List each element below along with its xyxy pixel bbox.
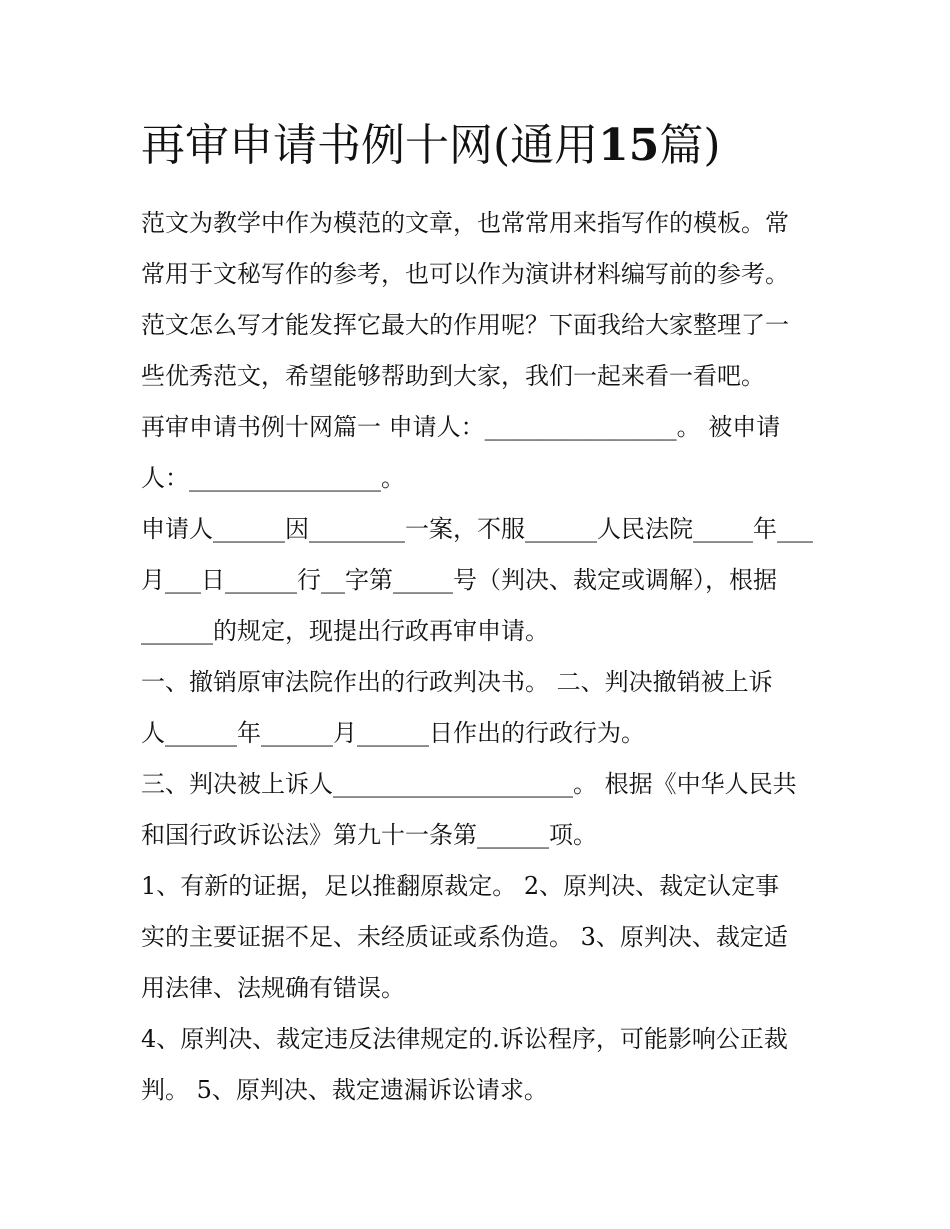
text-line: 月___日______行__字第_____号（判决、裁定或调解），根据 bbox=[141, 566, 777, 594]
title-number: 15 bbox=[598, 120, 660, 171]
text-line: 和国行政诉讼法》第九十一条第______项。 bbox=[141, 821, 597, 849]
text-line: 一、撤销原审法院作出的行政判决书。 二、判决撤销被上诉 bbox=[141, 668, 773, 696]
text-line: 三、判决被上诉人____________________。 根据《中华人民共 bbox=[141, 770, 797, 798]
text-line: 4、原判决、裁定违反法律规定的.诉讼程序，可能影响公正裁 bbox=[141, 1025, 788, 1053]
title-text-1: 再审申请书例十网(通用 bbox=[141, 120, 599, 171]
text-line: 申请人______因________一案，不服______人民法院_____年___ bbox=[141, 515, 813, 543]
text-line: 人______年______月______日作出的行政行为。 bbox=[141, 719, 645, 747]
text-line: 判。 5、原判决、裁定遗漏诉讼请求。 bbox=[141, 1076, 548, 1104]
text-line: 些优秀范文，希望能够帮助到大家，我们一起来看一看吧。 bbox=[141, 362, 765, 390]
title-text-2: 篇) bbox=[659, 120, 721, 171]
text-line: 范文为教学中作为模范的文章，也常常用来指写作的模板。常 bbox=[141, 209, 789, 237]
text-line: 人：________________。 bbox=[141, 464, 405, 492]
text-line: 实的主要证据不足、未经质证或系伪造。 3、原判决、裁定适 bbox=[141, 923, 788, 951]
text-line: 再审申请书例十网篇一 申请人：________________。 被申请 bbox=[141, 413, 781, 441]
text-line: ______的规定，现提出行政再审申请。 bbox=[141, 617, 549, 645]
text-line: 1、有新的证据，足以推翻原裁定。 2、原判决、裁定认定事 bbox=[141, 872, 780, 900]
text-line: 常用于文秘写作的参考，也可以作为演讲材料编写前的参考。 bbox=[141, 260, 789, 288]
text-line: 用法律、法规确有错误。 bbox=[141, 974, 405, 1002]
document-body bbox=[141, 198, 813, 1116]
document-title bbox=[141, 116, 861, 176]
text-line: 范文怎么写才能发挥它最大的作用呢？下面我给大家整理了一 bbox=[141, 311, 789, 339]
